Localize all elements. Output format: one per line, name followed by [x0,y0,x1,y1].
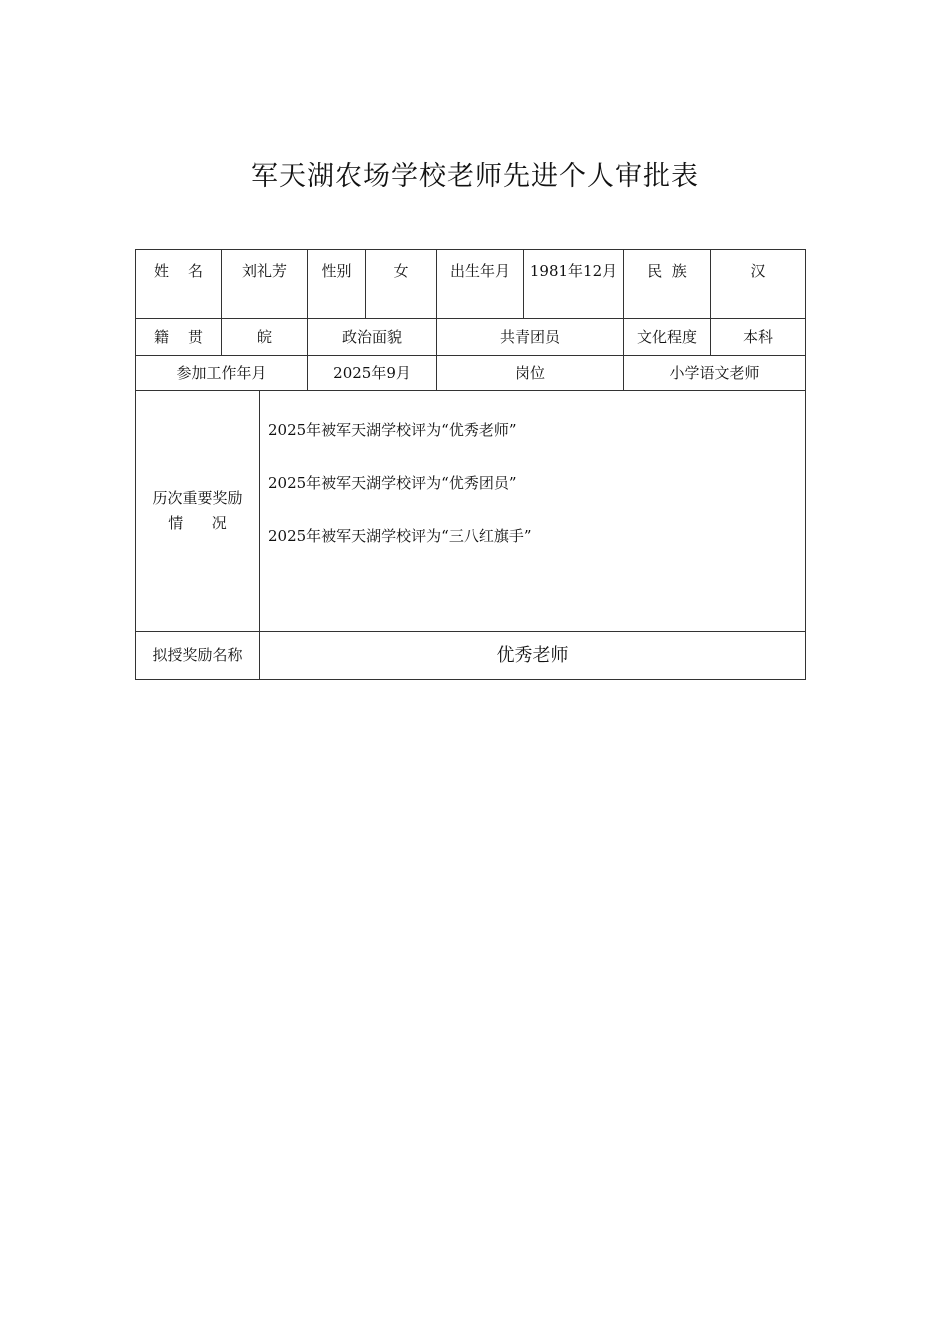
awards-label [136,391,260,632]
political-status-label: 政治面貌 [308,319,437,356]
page-title: 军天湖农场学校老师先进个人审批表 [251,161,699,192]
awards-list [260,391,806,632]
position-value: 小学语文老师 [624,356,806,391]
birth-value: 1981年12月 [524,250,624,319]
award-item: 2025年被军天湖学校评为“优秀团员” [268,474,517,492]
work-start-value: 2025年9月 [308,356,437,391]
awards-label-line-2: 情 况 [168,514,227,532]
ethnicity-value: 汉 [711,250,806,319]
gender-label: 性别 [308,250,366,319]
education-label: 文化程度 [624,319,711,356]
position-label: 岗位 [437,356,624,391]
political-status-value: 共青团员 [437,319,624,356]
award-item: 2025年被军天湖学校评为“三八红旗手” [268,527,532,545]
education-value: 本科 [711,319,806,356]
ethnicity-label: 民 族 [624,250,711,319]
proposed-award-value: 优秀老师 [260,632,806,680]
name-value: 刘礼芳 [222,250,308,319]
work-row [136,356,806,391]
name-label: 姓 名 [136,250,222,319]
awards-row [136,391,806,632]
basic-info-row [136,250,806,319]
work-start-label: 参加工作年月 [136,356,308,391]
awards-label-line-1: 历次重要奖励 [152,489,243,507]
proposed-award-label: 拟授奖励名称 [136,632,260,680]
native-place-label: 籍 贯 [136,319,222,356]
gender-value: 女 [366,250,437,319]
approval-form-table [135,249,806,680]
birth-label: 出生年月 [437,250,524,319]
proposed-award-row [136,632,806,680]
background-row [136,319,806,356]
award-item: 2025年被军天湖学校评为“优秀老师” [268,421,517,439]
native-place-value: 皖 [222,319,308,356]
